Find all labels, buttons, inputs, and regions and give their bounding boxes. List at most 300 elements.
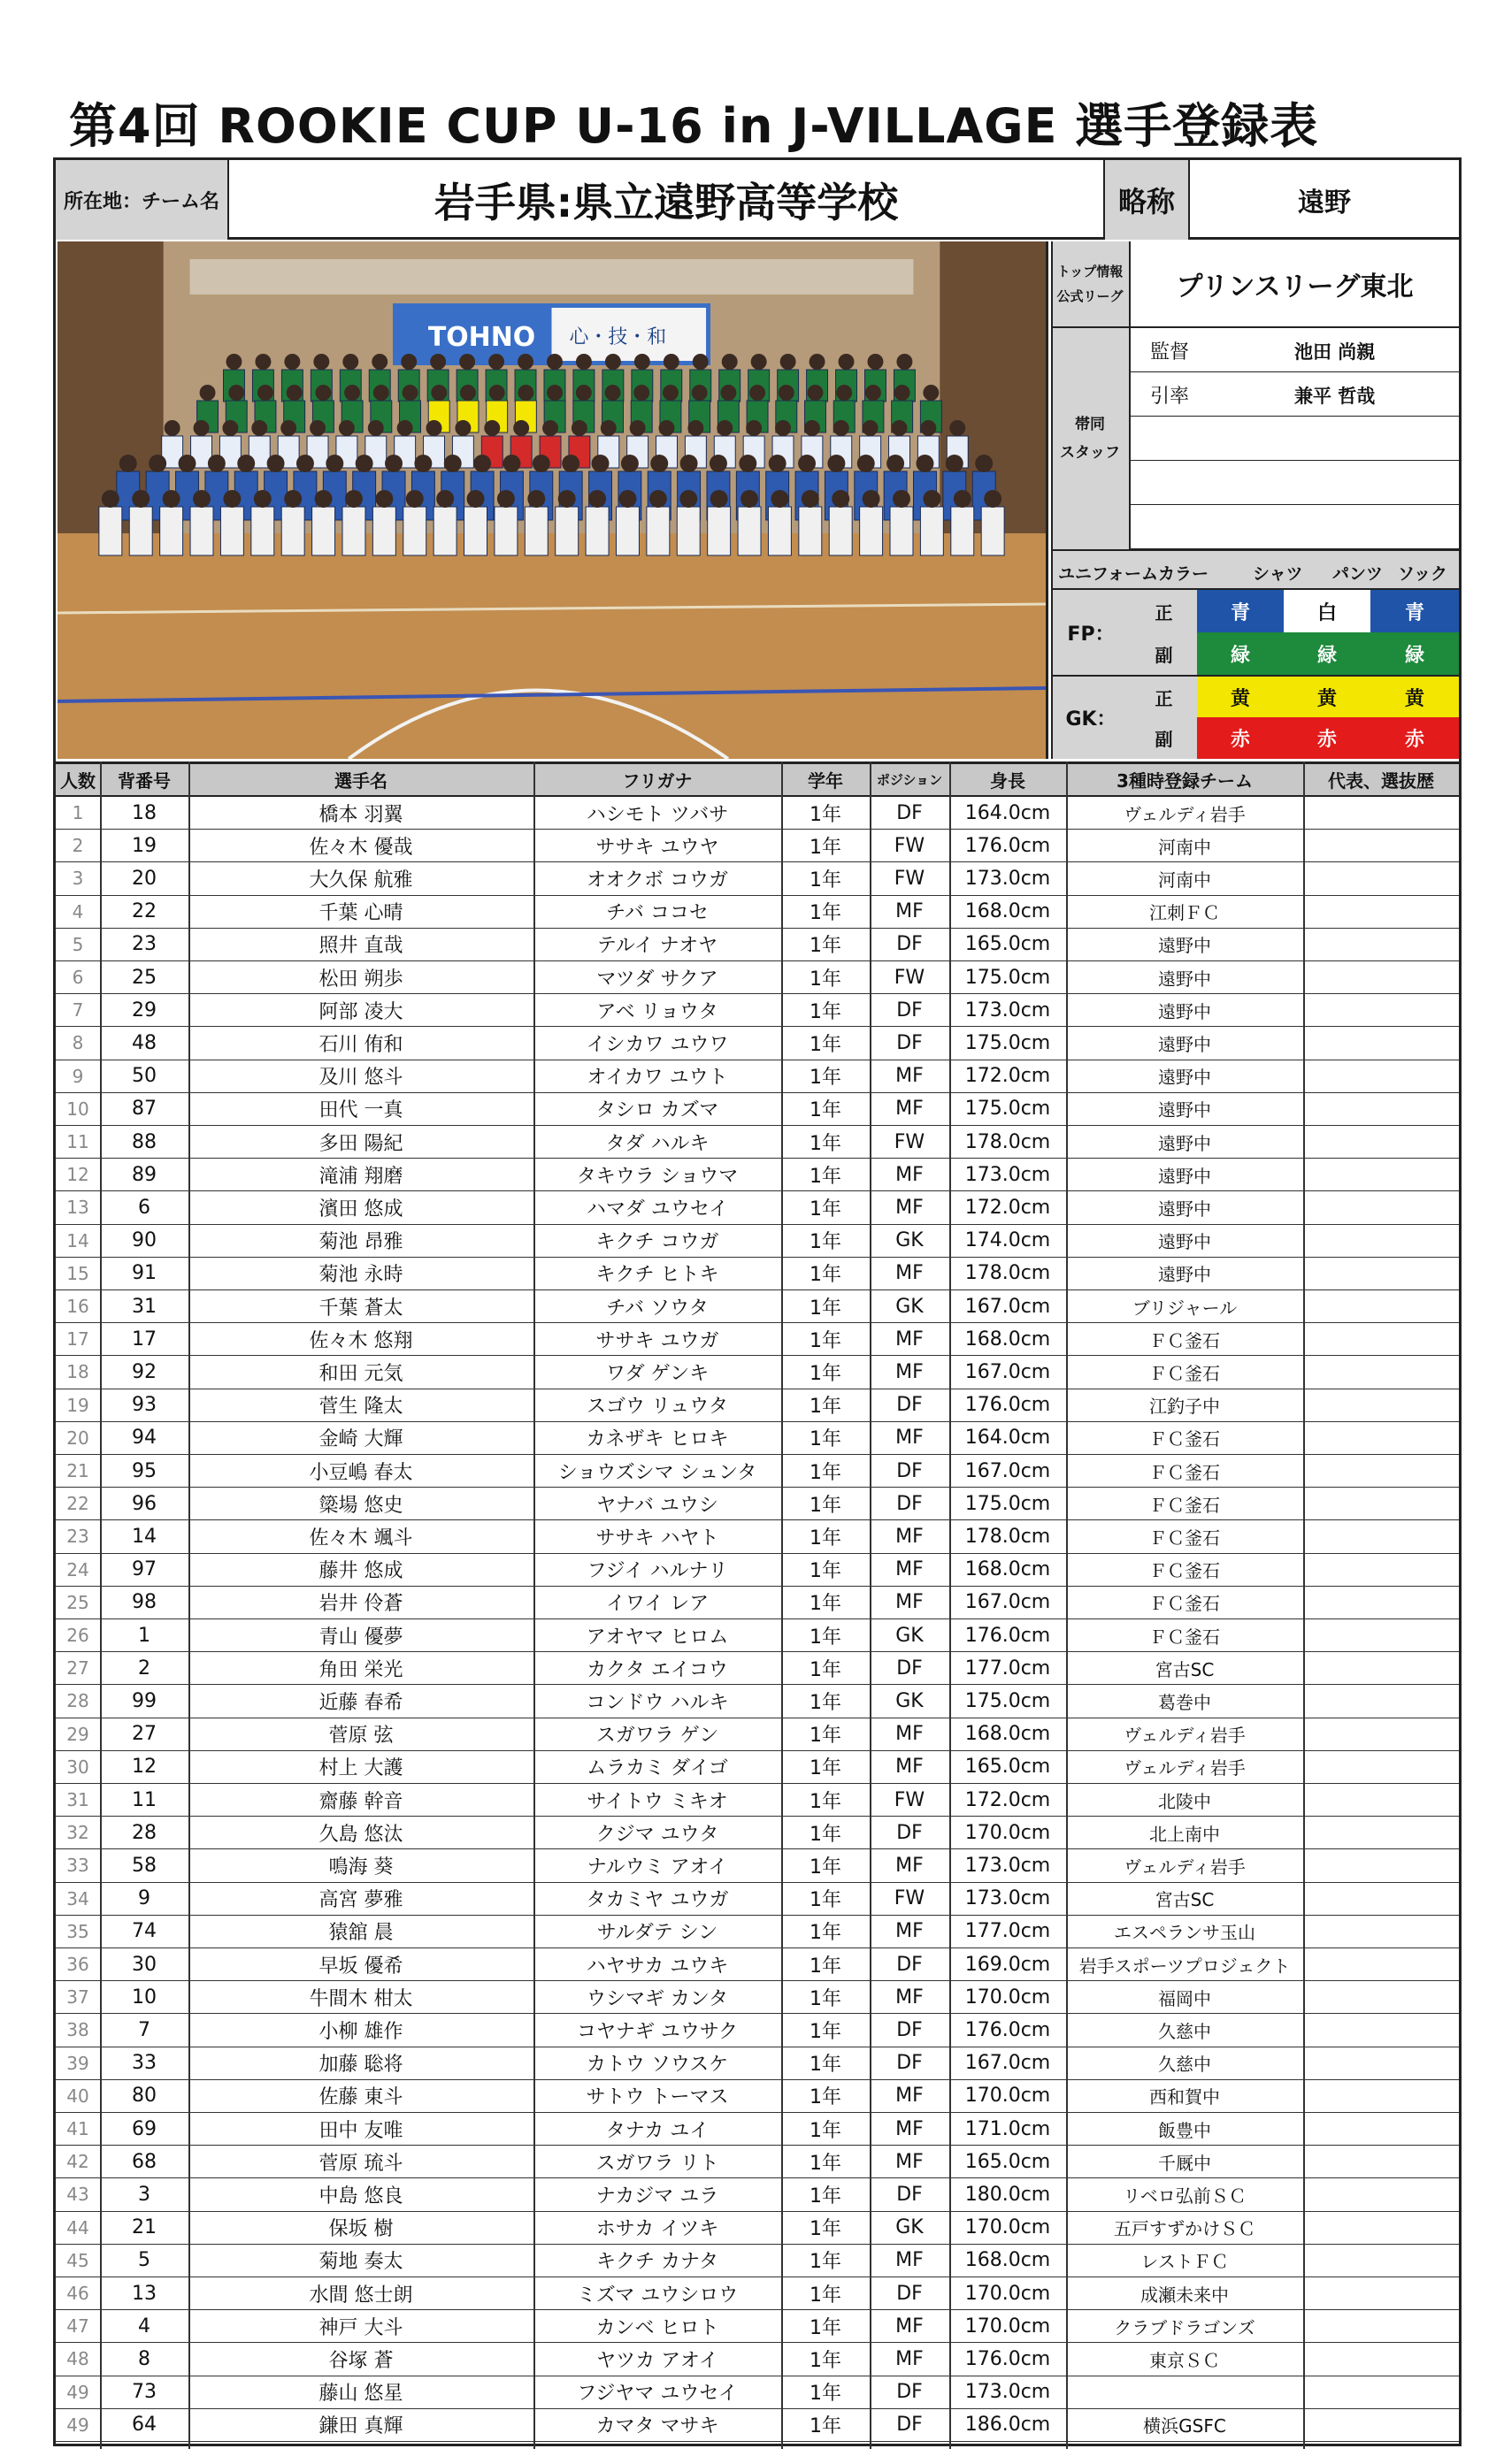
- cell-height: 173.0cm: [964, 999, 1051, 1022]
- cell-furigana: キクチ カナタ: [596, 2251, 718, 2274]
- cell-position: DF: [896, 2052, 923, 2075]
- cell-height: 170.0cm: [964, 2315, 1051, 2338]
- cell-furigana: ササキ ハヤト: [595, 1527, 719, 1550]
- cell-height: 186.0cm: [964, 2414, 1051, 2437]
- cell-furigana: イワイ レア: [605, 1593, 710, 1616]
- cell-player-name: 千葉 心晴: [318, 902, 403, 925]
- cell-furigana: コンドウ ハルキ: [586, 1691, 729, 1714]
- cell-player-name: 菊池 永時: [318, 1264, 403, 1287]
- cell-height: 165.0cm: [964, 933, 1051, 956]
- uniform-col-pants: パンツ: [1332, 564, 1384, 584]
- cell-grade: 1年: [810, 968, 841, 991]
- cell-height: 171.0cm: [964, 2117, 1051, 2140]
- cell-grade: 1年: [810, 1362, 841, 1385]
- cell-number: 80: [132, 2085, 157, 2108]
- cell-grade: 1年: [810, 1132, 841, 1155]
- cell-number: 92: [132, 1360, 157, 1383]
- cell-player-name: 青山 優夢: [318, 1626, 403, 1649]
- cell-grade: 1年: [810, 2284, 841, 2307]
- staff-row: [1131, 328, 1459, 372]
- cell-number: 27: [132, 1723, 157, 1746]
- cell-number: 89: [132, 1163, 157, 1186]
- cell-number: 10: [132, 1986, 157, 2009]
- cell-representative: [1303, 994, 1459, 1026]
- cell-previous-team: ＦＣ釜石: [1149, 1494, 1220, 1516]
- cell-number: 69: [132, 2117, 157, 2140]
- staff-name: 兼平 哲哉: [1294, 386, 1376, 407]
- cell-height: 176.0cm: [964, 1394, 1051, 1417]
- cell-previous-team: 飯豊中: [1158, 2119, 1211, 2141]
- cell-position: GK: [895, 1624, 924, 1647]
- cell-grade: 1年: [810, 1067, 841, 1090]
- abbr-label: 略称: [1105, 160, 1190, 240]
- cell-furigana: カネザキ ヒロキ: [586, 1428, 729, 1451]
- cell-previous-team: 河南中: [1158, 869, 1211, 891]
- staff-row-empty: [1131, 461, 1459, 505]
- cell-furigana: ヤナバ ユウシ: [596, 1494, 718, 1517]
- cell-position: MF: [895, 1591, 924, 1614]
- cell-position: DF: [896, 1953, 923, 1976]
- cell-index: 40: [66, 2085, 89, 2107]
- cell-position: MF: [895, 1854, 924, 1877]
- cell-position: MF: [895, 1427, 924, 1450]
- column-header-number: 背番号: [118, 770, 171, 792]
- table-row: [56, 2409, 1459, 2442]
- cell-representative: [1303, 2080, 1459, 2112]
- cell-number: 3: [138, 2183, 150, 2206]
- cell-player-name: 小柳 雄作: [318, 2020, 403, 2043]
- cell-grade: 1年: [810, 1099, 841, 1122]
- cell-number: 29: [132, 999, 157, 1022]
- column-header-representative: 代表、選抜歴: [1328, 770, 1434, 792]
- cell-index: 28: [66, 1690, 89, 1712]
- cell-index: 23: [66, 1526, 89, 1548]
- cell-player-name: 猿舘 晨: [328, 1922, 394, 1945]
- gk-secondary-shirt: 赤: [1197, 717, 1284, 759]
- cell-position: FW: [894, 966, 925, 989]
- cell-grade: 1年: [810, 2152, 841, 2175]
- cell-representative: [1303, 1817, 1459, 1848]
- cell-number: 25: [132, 966, 157, 989]
- cell-player-name: 阿部 凌大: [318, 1000, 403, 1023]
- cell-furigana: フジヤマ ユウセイ: [577, 2383, 738, 2406]
- table-row: [56, 1455, 1459, 1488]
- cell-number: 98: [132, 1591, 157, 1614]
- cell-number: 94: [132, 1427, 157, 1450]
- cell-index: 38: [66, 2019, 89, 2041]
- cell-previous-team: ヴェルディ岩手: [1124, 1725, 1246, 1747]
- top-info-label: トップ情報: [1056, 263, 1124, 279]
- cell-grade: 1年: [810, 1297, 841, 1320]
- cell-height: 169.0cm: [964, 1953, 1051, 1976]
- cell-position: MF: [895, 1262, 924, 1285]
- cell-height: 180.0cm: [964, 2183, 1051, 2206]
- cell-grade: 1年: [810, 2218, 841, 2241]
- cell-previous-team: ブリジャール: [1132, 1297, 1238, 1319]
- cell-position: FW: [894, 834, 925, 857]
- fp-primary-socks: 青: [1370, 590, 1459, 632]
- cell-furigana: オオクボ コウガ: [587, 869, 728, 891]
- cell-height: 167.0cm: [964, 1591, 1051, 1614]
- cell-number: 87: [132, 1098, 157, 1121]
- cell-previous-team: 北陵中: [1158, 1790, 1211, 1812]
- cell-index: 32: [66, 1822, 89, 1844]
- cell-representative: [1303, 2376, 1459, 2408]
- cell-player-name: 藤山 悠星: [318, 2383, 403, 2406]
- cell-player-name: 菅原 琉斗: [318, 2152, 403, 2175]
- cell-representative: [1303, 862, 1459, 894]
- cell-number: 17: [132, 1328, 157, 1351]
- cell-grade: 1年: [810, 2086, 841, 2109]
- cell-height: 177.0cm: [964, 1920, 1051, 1943]
- gk-secondary-label: 副: [1131, 717, 1197, 759]
- cell-furigana: ウシマギ カンタ: [586, 1987, 729, 2010]
- cell-representative: [1303, 1751, 1459, 1783]
- cell-position: DF: [896, 2183, 923, 2206]
- cell-height: 168.0cm: [964, 1558, 1051, 1581]
- cell-furigana: ミズマ ユウシロウ: [576, 2284, 739, 2307]
- cell-position: GK: [895, 1689, 924, 1712]
- cell-number: 58: [132, 1854, 157, 1877]
- cell-representative: [1303, 1191, 1459, 1223]
- cell-height: 175.0cm: [964, 966, 1051, 989]
- table-row: [56, 961, 1459, 994]
- cell-previous-team: ＦＣ釜石: [1149, 1362, 1220, 1384]
- cell-furigana: フジイ ハルナリ: [587, 1560, 728, 1583]
- registration-sheet: [53, 157, 1462, 2446]
- cell-player-name: 滝浦 翔磨: [318, 1165, 403, 1188]
- cell-furigana: サイトウ ミキオ: [587, 1790, 728, 1813]
- cell-position: MF: [895, 1098, 924, 1121]
- cell-position: FW: [894, 1130, 925, 1153]
- table-row: [56, 1093, 1459, 1126]
- cell-player-name: 佐々木 悠翔: [309, 1329, 413, 1352]
- cell-index: 48: [66, 2348, 89, 2370]
- cell-previous-team: ＦＣ釜石: [1149, 1527, 1220, 1549]
- cell-grade: 1年: [810, 1626, 841, 1649]
- cell-number: 1: [138, 1624, 150, 1647]
- cell-player-name: 田中 友唯: [318, 2119, 403, 2142]
- cell-furigana: キクチ ヒトキ: [595, 1264, 719, 1287]
- cell-grade: 1年: [810, 2119, 841, 2142]
- cell-furigana: タシロ カズマ: [595, 1099, 719, 1122]
- cell-grade: 1年: [810, 1165, 841, 1188]
- cell-player-name: 和田 元気: [318, 1362, 403, 1385]
- cell-player-name: 佐々木 優哉: [309, 836, 413, 859]
- cell-representative: [1303, 2178, 1459, 2210]
- cell-position: MF: [895, 2150, 924, 2173]
- cell-height: 175.0cm: [964, 1098, 1051, 1121]
- cell-height: 176.0cm: [964, 2347, 1051, 2370]
- cell-furigana: サトウ トーマス: [586, 2086, 729, 2109]
- table-row: [56, 2245, 1459, 2277]
- cell-grade: 1年: [810, 1000, 841, 1023]
- cell-player-name: 近藤 春希: [318, 1691, 403, 1714]
- page-title: 第4回 ROOKIE CUP U-16 in J-VILLAGE 選手登録表: [69, 98, 1319, 154]
- cell-player-name: 松田 朔歩: [318, 968, 403, 991]
- gk-secondary-socks: 赤: [1370, 717, 1459, 759]
- cell-index: 31: [66, 1789, 89, 1811]
- column-header-position: ポジション: [876, 772, 943, 788]
- cell-previous-team: 五戸すずかけＳＣ: [1113, 2218, 1256, 2240]
- cell-furigana: タキウラ ショウマ: [576, 1165, 739, 1188]
- table-row: [56, 929, 1459, 961]
- fp-primary-pants: 白: [1284, 590, 1370, 632]
- table-row: [56, 1389, 1459, 1422]
- cell-number: 64: [132, 2414, 157, 2437]
- cell-player-name: 濱田 悠成: [318, 1198, 403, 1221]
- table-row: [56, 2178, 1459, 2211]
- table-row: [56, 2080, 1459, 2113]
- table-row: [56, 1191, 1459, 1224]
- cell-grade: 1年: [810, 1264, 841, 1287]
- gk-primary-shirt: 黄: [1197, 675, 1284, 717]
- cell-index: 4: [72, 900, 84, 922]
- cell-grade: 1年: [810, 2020, 841, 2043]
- cell-grade: 1年: [810, 1658, 841, 1681]
- cell-representative: [1303, 1455, 1459, 1487]
- cell-player-name: 神戸 大斗: [318, 2316, 403, 2339]
- cell-index: 41: [66, 2118, 89, 2140]
- cell-representative: [1303, 1488, 1459, 1519]
- cell-index: 26: [66, 1625, 89, 1647]
- cell-position: DF: [896, 933, 923, 956]
- cell-furigana: スゴウ リュウタ: [586, 1396, 729, 1419]
- column-header-index: 人数: [60, 770, 96, 792]
- cell-furigana: アオヤマ ヒロム: [586, 1626, 729, 1649]
- staff-row-empty: [1131, 417, 1459, 461]
- cell-index: 20: [66, 1427, 89, 1449]
- cell-index: 42: [66, 2151, 89, 2173]
- cell-height: 178.0cm: [964, 1130, 1051, 1153]
- cell-position: MF: [895, 2117, 924, 2140]
- cell-height: 178.0cm: [964, 1525, 1051, 1548]
- cell-position: DF: [896, 1459, 923, 1482]
- cell-representative: [1303, 1027, 1459, 1059]
- cell-number: 74: [132, 1920, 157, 1943]
- cell-representative: [1303, 1554, 1459, 1586]
- cell-previous-team: 千厩中: [1158, 2152, 1211, 2174]
- cell-furigana: ササキ ユウガ: [595, 1329, 719, 1352]
- cell-previous-team: 西和賀中: [1149, 2086, 1220, 2108]
- table-row: [56, 1422, 1459, 1455]
- cell-number: 4: [138, 2315, 150, 2338]
- cell-height: 178.0cm: [964, 1262, 1051, 1285]
- cell-grade: 1年: [810, 1955, 841, 1978]
- cell-player-name: 金崎 大輝: [318, 1428, 403, 1451]
- team-header-row: [56, 160, 1459, 240]
- cell-number: 95: [132, 1459, 157, 1482]
- cell-furigana: カンベ ヒロト: [595, 2316, 719, 2339]
- cell-player-name: 簗場 悠史: [318, 1494, 403, 1517]
- cell-player-name: 牛間木 柑太: [309, 1987, 413, 2010]
- cell-index: 44: [66, 2216, 89, 2238]
- cell-height: 174.0cm: [964, 1229, 1051, 1252]
- gk-label: GK：: [1051, 675, 1131, 759]
- cell-index: 22: [66, 1493, 89, 1515]
- cell-previous-team: リベロ弘前ＳＣ: [1123, 2185, 1247, 2207]
- cell-height: 173.0cm: [964, 1887, 1051, 1910]
- cell-player-name: 村上 大護: [318, 1757, 403, 1780]
- cell-furigana: タカミヤ ユウガ: [586, 1889, 729, 1912]
- column-divider: [188, 761, 190, 2449]
- cell-number: 11: [132, 1788, 157, 1811]
- cell-position: MF: [895, 2085, 924, 2108]
- cell-previous-team: 遠野中: [1158, 1264, 1211, 1286]
- cell-furigana: キクチ コウガ: [595, 1231, 719, 1254]
- cell-representative: [1303, 1060, 1459, 1092]
- gk-primary-pants: 黄: [1284, 675, 1370, 717]
- cell-furigana: ショウズシマ シュンタ: [557, 1461, 757, 1484]
- table-row: [56, 1520, 1459, 1553]
- cell-representative: [1303, 1258, 1459, 1289]
- cell-grade: 1年: [810, 1725, 841, 1748]
- cell-grade: 1年: [810, 935, 841, 958]
- cell-representative: [1303, 1126, 1459, 1158]
- cell-previous-team: 岩手スポーツプロジェクト: [1078, 1955, 1291, 1977]
- gk-primary-label: 正: [1131, 675, 1197, 717]
- cell-representative: [1303, 2310, 1459, 2342]
- table-row: [56, 797, 1459, 830]
- cell-grade: 1年: [810, 1691, 841, 1714]
- cell-player-name: 谷塚 蒼: [328, 2349, 394, 2372]
- cell-previous-team: 遠野中: [1158, 968, 1211, 990]
- cell-position: MF: [895, 2347, 924, 2370]
- column-divider: [781, 761, 783, 2449]
- cell-player-name: 多田 陽紀: [318, 1132, 403, 1155]
- cell-player-name: 照井 直哉: [318, 935, 403, 958]
- uniform-col-socks: ソック: [1398, 564, 1448, 584]
- cell-number: 93: [132, 1394, 157, 1417]
- cell-previous-team: 江釣子中: [1149, 1396, 1220, 1418]
- cell-representative: [1303, 2409, 1459, 2441]
- cell-furigana: カクタ エイコウ: [587, 1658, 728, 1681]
- cell-number: 8: [138, 2347, 150, 2370]
- staff-name: 池田 尚親: [1294, 341, 1376, 363]
- banner-logo: TOHNO: [427, 321, 536, 354]
- cell-representative: [1303, 1784, 1459, 1816]
- cell-previous-team: 宮古SC: [1155, 1889, 1215, 1911]
- cell-previous-team: 北上南中: [1149, 1823, 1220, 1845]
- table-row: [56, 2146, 1459, 2178]
- cell-number: 14: [132, 1525, 157, 1548]
- cell-position: GK: [895, 2216, 924, 2239]
- cell-previous-team: ＦＣ釜石: [1149, 1461, 1220, 1483]
- staff-label-1: 帯同: [1075, 415, 1105, 433]
- cell-grade: 1年: [810, 2185, 841, 2208]
- cell-previous-team: ＦＣ釜石: [1149, 1560, 1220, 1582]
- fp-primary-label: 正: [1131, 590, 1197, 632]
- cell-index: 27: [66, 1657, 89, 1680]
- cell-furigana: ワダ ゲンキ: [605, 1362, 710, 1385]
- abbr-value: 遠野: [1298, 187, 1351, 218]
- cell-position: DF: [896, 1394, 923, 1417]
- cell-position: MF: [895, 1328, 924, 1351]
- cell-position: MF: [895, 1723, 924, 1746]
- column-header-previous-team: 3種時登録チーム: [1116, 770, 1253, 792]
- cell-previous-team: 遠野中: [1158, 1033, 1211, 1055]
- cell-number: 2: [138, 1657, 150, 1680]
- cell-index: 34: [66, 1887, 89, 1909]
- table-row: [56, 862, 1459, 895]
- cell-representative: [1303, 2146, 1459, 2177]
- cell-number: 13: [132, 2282, 157, 2305]
- cell-height: 168.0cm: [964, 900, 1051, 923]
- cell-position: MF: [895, 1196, 924, 1219]
- cell-number: 33: [132, 2052, 157, 2075]
- cell-height: 176.0cm: [964, 2018, 1051, 2041]
- cell-representative: [1303, 830, 1459, 861]
- cell-number: 22: [132, 900, 157, 923]
- cell-index: 8: [72, 1032, 84, 1054]
- cell-grade: 1年: [810, 2251, 841, 2274]
- table-row: [56, 830, 1459, 862]
- cell-furigana: テルイ ナオヤ: [596, 935, 718, 958]
- table-row: [56, 896, 1459, 929]
- cell-number: 48: [132, 1031, 157, 1054]
- cell-grade: 1年: [810, 1856, 841, 1879]
- column-header-grade: 学年: [808, 770, 843, 792]
- cell-index: 47: [66, 2315, 89, 2338]
- cell-number: 21: [132, 2216, 157, 2239]
- cell-furigana: オイカワ ユウト: [587, 1067, 728, 1090]
- cell-player-name: 大久保 航雅: [309, 869, 413, 891]
- cell-grade: 1年: [810, 1922, 841, 1945]
- table-row: [56, 1619, 1459, 1652]
- cell-representative: [1303, 896, 1459, 928]
- cell-grade: 1年: [810, 2349, 841, 2372]
- table-row: [56, 1290, 1459, 1323]
- table-row: [56, 1817, 1459, 1849]
- table-row: [56, 1356, 1459, 1389]
- column-header-player-name: 選手名: [334, 770, 388, 792]
- column-divider: [1066, 761, 1068, 2449]
- cell-furigana: アベ リョウタ: [596, 1000, 718, 1023]
- cell-previous-team: 宮古SC: [1155, 1658, 1215, 1680]
- fp-secondary-shirt: 緑: [1197, 632, 1284, 675]
- cell-position: MF: [895, 1163, 924, 1186]
- cell-height: 170.0cm: [964, 2282, 1051, 2305]
- cell-number: 88: [132, 1130, 157, 1153]
- cell-grade: 1年: [810, 902, 841, 925]
- cell-number: 73: [132, 2381, 157, 2404]
- cell-height: 167.0cm: [964, 1459, 1051, 1482]
- cell-grade: 1年: [810, 1527, 841, 1550]
- uniform-col-shirt: シャツ: [1253, 564, 1303, 584]
- fp-primary-shirt: 青: [1197, 590, 1284, 632]
- cell-position: MF: [895, 2249, 924, 2272]
- cell-height: 176.0cm: [964, 834, 1051, 857]
- cell-position: MF: [895, 1065, 924, 1088]
- cell-player-name: 藤井 悠成: [318, 1560, 403, 1583]
- cell-height: 167.0cm: [964, 2052, 1051, 2075]
- team-photo: [58, 241, 1048, 759]
- cell-representative: [1303, 2047, 1459, 2079]
- cell-previous-team: ヴェルディ岩手: [1124, 803, 1246, 825]
- cell-number: 96: [132, 1492, 157, 1515]
- cell-previous-team: ヴェルディ岩手: [1124, 1757, 1246, 1779]
- cell-representative: [1303, 1422, 1459, 1454]
- cell-position: MF: [895, 1525, 924, 1548]
- cell-index: 15: [66, 1262, 89, 1284]
- cell-representative: [1303, 1093, 1459, 1125]
- cell-previous-team: クラブドラゴンズ: [1114, 2316, 1255, 2338]
- cell-number: 12: [132, 1756, 157, 1779]
- cell-representative: [1303, 961, 1459, 993]
- cell-index: 13: [66, 1197, 89, 1219]
- cell-number: 99: [132, 1689, 157, 1712]
- table-row: [56, 1751, 1459, 1784]
